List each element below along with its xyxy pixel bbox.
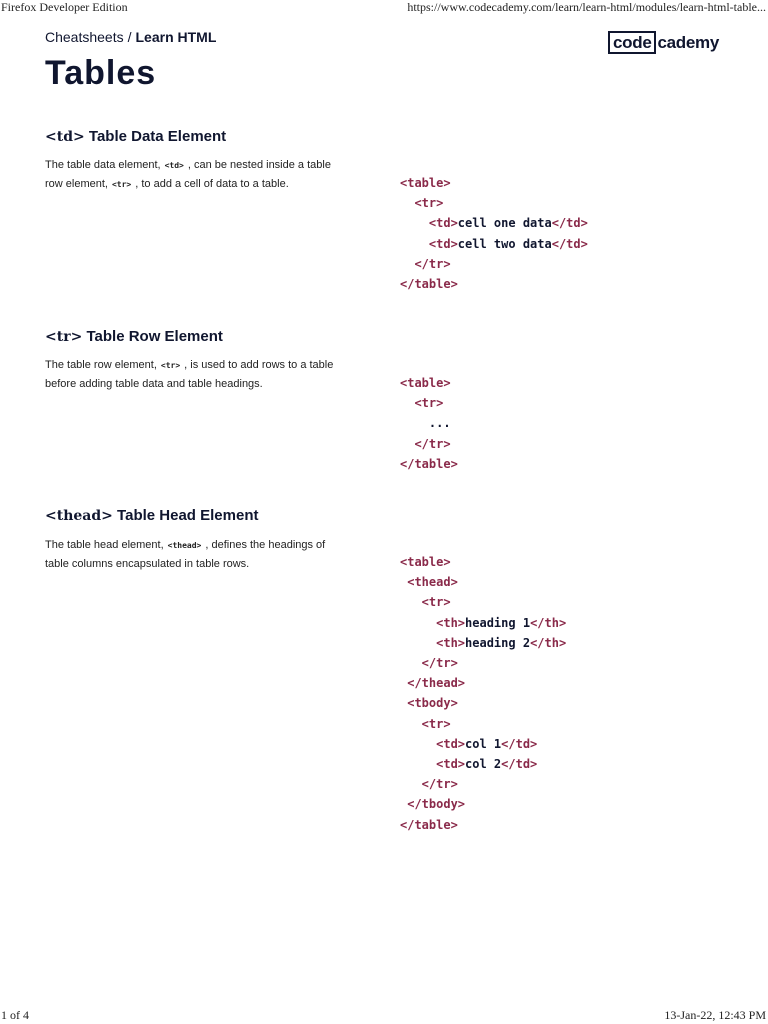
code-line: [400, 794, 566, 814]
inline-code: <tr>: [160, 361, 181, 370]
code-tag: <thead>: [400, 575, 458, 590]
code-line: [400, 434, 458, 454]
code-text: heading 1: [465, 615, 531, 630]
code-tag: </tr>: [400, 777, 458, 792]
print-footer-timestamp: 13-Jan-22, 12:43 PM: [664, 1008, 766, 1022]
logo-code-box: code: [608, 31, 656, 54]
code-tag: <td>: [400, 236, 458, 251]
code-tag: <tr>: [400, 196, 444, 211]
code-line: [400, 633, 566, 653]
code-line: [400, 592, 566, 612]
code-line: [400, 572, 566, 592]
breadcrumb: [45, 29, 216, 45]
code-tag: </tr>: [400, 256, 451, 271]
code-line: [400, 193, 588, 213]
code-tag: <tbody>: [400, 696, 458, 711]
code-tag: </th>: [530, 615, 567, 630]
page-title: Tables: [45, 54, 157, 92]
code-line: [400, 173, 588, 193]
code-tag: </td>: [501, 757, 538, 772]
code-tag: <tr>: [400, 595, 451, 610]
print-footer-page-count: 1 of 4: [1, 1008, 29, 1022]
code-tag: </table>: [400, 456, 458, 471]
breadcrumb-cheatsheets-link[interactable]: Cheatsheets: [45, 29, 124, 45]
code-tag: <table>: [400, 176, 451, 190]
section-heading: Table Head Element: [117, 507, 259, 524]
code-example-thead: [400, 552, 566, 835]
print-header-url: https://www.codecademy.com/learn/learn-html/modules/learn-html-table...: [407, 0, 766, 14]
section-desc-thead: [45, 536, 345, 574]
code-text: cell two data: [457, 236, 552, 251]
code-tag: <td>: [400, 757, 466, 772]
section-tag: <thead>: [45, 508, 113, 524]
code-line: [400, 274, 588, 294]
code-tag: <tr>: [400, 396, 444, 411]
code-line: [400, 734, 566, 754]
code-text: col 2: [465, 757, 502, 772]
code-line: [400, 454, 458, 474]
section-heading: Table Data Element: [88, 128, 227, 145]
desc-text: , is used to add rows to a table before adding table data and table headings.: [45, 359, 334, 390]
print-header-app-name: Firefox Developer Edition: [1, 0, 128, 14]
code-tag: </tr>: [400, 656, 458, 671]
logo-cademy-text: cademy: [657, 33, 720, 52]
section-title-tr: [45, 328, 223, 345]
section-title-td: [45, 128, 226, 145]
code-tag: </td>: [551, 216, 588, 231]
code-line: [400, 613, 566, 633]
section-tag: <tr>: [45, 329, 83, 345]
code-tag: </td>: [501, 736, 538, 751]
print-footer: [0, 1008, 768, 1024]
code-line: [400, 234, 588, 254]
code-line: [400, 653, 566, 673]
code-tag: <tr>: [400, 716, 451, 731]
code-line: [400, 254, 588, 274]
breadcrumb-current[interactable]: Learn HTML: [135, 29, 217, 45]
code-line: [400, 693, 566, 713]
code-tag: </table>: [400, 277, 458, 292]
section-desc-td: [45, 156, 345, 194]
print-header: [0, 0, 768, 16]
code-tag: </th>: [530, 635, 567, 650]
section-tag: <td>: [45, 129, 85, 145]
code-text: cell one data: [457, 216, 552, 231]
section-title-thead: [45, 507, 258, 524]
code-tag: <th>: [400, 615, 466, 630]
desc-text: The table row element,: [45, 359, 157, 371]
inline-code: <thead>: [167, 541, 202, 550]
code-line: [400, 815, 566, 835]
inline-code: <tr>: [111, 180, 132, 189]
code-tag: <td>: [400, 736, 466, 751]
code-line: [400, 774, 566, 794]
breadcrumb-separator: /: [127, 29, 132, 45]
code-tag: </tbody>: [400, 797, 466, 812]
desc-text: The table head element,: [45, 539, 164, 551]
code-tag: </table>: [400, 817, 458, 832]
code-tag: <th>: [400, 635, 466, 650]
code-example-td: [400, 173, 588, 294]
code-tag: <table>: [400, 376, 451, 390]
code-line: [400, 413, 458, 433]
section-heading: Table Row Element: [86, 328, 223, 345]
desc-text: , defines the headings of table columns encapsulated in table rows.: [45, 539, 326, 570]
section-desc-tr: [45, 356, 345, 394]
code-tag: </td>: [551, 236, 588, 251]
code-line: [400, 213, 588, 233]
code-line: [400, 714, 566, 734]
code-tag: </tr>: [400, 436, 451, 451]
code-text: col 1: [465, 736, 502, 751]
code-example-tr: [400, 373, 458, 474]
code-line: [400, 373, 458, 393]
code-tag: <table>: [400, 555, 451, 569]
code-line: [400, 552, 566, 572]
code-line: [400, 393, 458, 413]
code-tag: <td>: [400, 216, 458, 231]
code-tag: </thead>: [400, 676, 466, 691]
code-line: [400, 754, 566, 774]
code-text: heading 2: [465, 635, 531, 650]
codecademy-logo[interactable]: [608, 31, 719, 55]
desc-text: , can be nested inside a table row element,: [45, 159, 331, 190]
desc-text: The table data element,: [45, 159, 161, 171]
code-text: ...: [400, 416, 451, 431]
desc-text: , to add a cell of data to a table.: [135, 178, 289, 190]
inline-code: <td>: [164, 161, 184, 170]
code-line: [400, 673, 566, 693]
